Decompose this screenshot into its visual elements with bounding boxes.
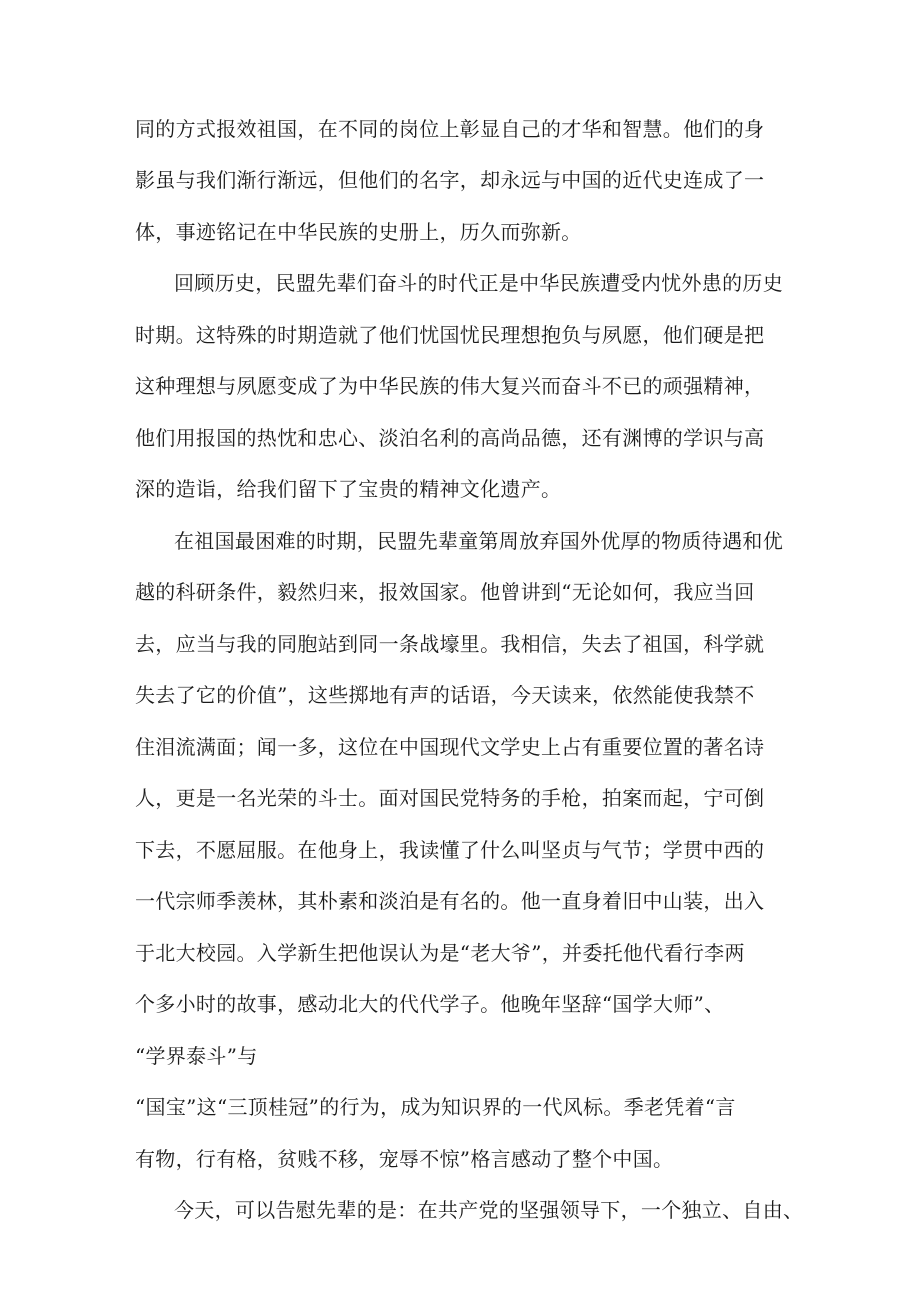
text-line: “学界泰斗”与 bbox=[135, 1044, 258, 1068]
text-line: 今天，可以告慰先辈的是：在共产党的坚强领导下，一个独立、自由、 bbox=[174, 1198, 804, 1222]
text-line: “国宝”这“三顶桂冠”的行为，成为知识界的一代风标。季老凭着“言 bbox=[135, 1095, 736, 1119]
text-line: 体，事迹铭记在中华民族的史册上，历久而弥新。 bbox=[135, 220, 582, 244]
text-line: 有物，行有格，贫贱不移，宠辱不惊”格言感动了整个中国。 bbox=[135, 1147, 674, 1171]
text-line: 回顾历史，民盟先辈们奋斗的时代正是中华民族遭受内忧外患的历史 bbox=[174, 271, 783, 295]
text-line: 人，更是一名光荣的斗士。面对国民党特务的手枪，拍案而起，宁可倒 bbox=[135, 786, 765, 810]
text-line: 越的科研条件，毅然归来，报效国家。他曾讲到“无论如何，我应当回 bbox=[135, 580, 755, 604]
text-line: 时期。这特殊的时期造就了他们忧国忧民理想抱负与夙愿，他们硬是把 bbox=[135, 323, 765, 347]
text-line: 这种理想与夙愿变成了为中华民族的伟大复兴而奋斗不已的顽强精神， bbox=[135, 374, 765, 398]
text-line: 下去，不愿屈服。在他身上，我读懂了什么叫坚贞与气节；学贯中西的 bbox=[135, 838, 765, 862]
text-line: 深的造诣，给我们留下了宝贵的精神文化遗产。 bbox=[135, 477, 562, 501]
text-line: 失去了它的价值”，这些掷地有声的话语，今天读来，依然能使我禁不 bbox=[135, 683, 755, 707]
text-line: 住泪流满面；闻一多，这位在中国现代文学史上占有重要位置的著名诗 bbox=[135, 735, 765, 759]
text-line: 在祖国最困难的时期，民盟先辈童第周放弃国外优厚的物质待遇和优 bbox=[174, 529, 783, 553]
text-line: 他们用报国的热忱和忠心、淡泊名利的高尚品德，还有渊博的学识与高 bbox=[135, 426, 765, 450]
text-line: 个多小时的故事，感动北大的代代学子。他晚年坚辞“国学大师”、 bbox=[135, 992, 725, 1016]
text-line: 一代宗师季羡林，其朴素和淡泊是有名的。他一直身着旧中山装，出入 bbox=[135, 889, 765, 913]
text-line: 同的方式报效祖国，在不同的岗位上彰显自己的才华和智慧。他们的身 bbox=[135, 117, 765, 141]
text-line: 影虽与我们渐行渐远，但他们的名字，却永远与中国的近代史连成了一 bbox=[135, 168, 765, 192]
text-line: 于北大校园。入学新生把他误认为是“老大爷”，并委托他代看行李两 bbox=[135, 941, 745, 965]
text-line: 去，应当与我的同胞站到同一条战壕里。我相信，失去了祖国，科学就 bbox=[135, 632, 765, 656]
